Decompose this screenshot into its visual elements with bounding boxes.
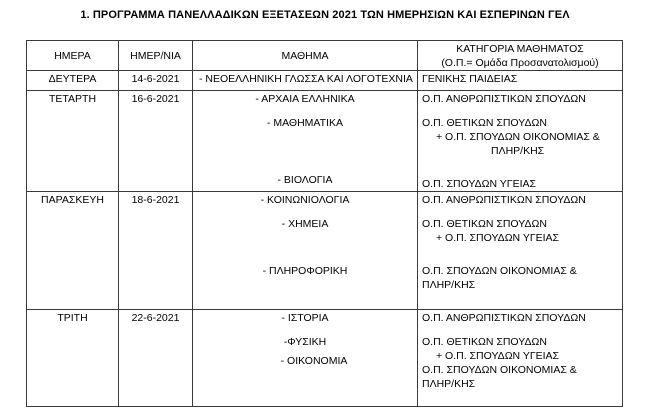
category-item: Ο.Π. ΑΝΘΡΩΠΙΣΤΙΚΩΝ ΣΠΟΥΔΩΝ <box>422 93 586 105</box>
spacer <box>422 106 622 116</box>
subject-cell <box>193 91 418 192</box>
subject-item: - ΙΣΤΟΡΙΑ <box>281 312 329 324</box>
subject-item: -ΦΥΣΙΚΗ <box>283 336 327 348</box>
header-category <box>418 41 623 71</box>
category-item: Ο.Π. ΘΕΤΙΚΩΝ ΣΠΟΥΔΩΝ <box>422 218 547 230</box>
category-item: Ο.Π. ΣΠΟΥΔΩΝ ΥΓΕΙΑΣ <box>422 178 537 190</box>
exam-schedule-table <box>26 40 623 407</box>
category-item: Ο.Π. ΑΝΘΡΩΠΙΣΤΙΚΩΝ ΣΠΟΥΔΩΝ <box>422 312 586 324</box>
day-cell: ΤΡΙΤΗ <box>27 310 119 407</box>
header-category-title: ΚΑΤΗΓΟΡΙΑ ΜΑΘΗΜΑΤΟΣ <box>456 42 584 55</box>
spacer <box>422 158 622 177</box>
spacer <box>193 325 417 335</box>
category-item: + Ο.Π. ΣΠΟΥΔΩΝ ΟΙΚΟΝΟΜΙΑΣ & <box>436 131 600 143</box>
day-cell: ΤΕΤΑΡΤΗ <box>27 91 119 192</box>
spacer <box>193 207 417 217</box>
subject-item: - ΟΙΚΟΝΟΜΙΑ <box>280 355 348 367</box>
category-item: ΠΛΗΡ/ΚΗΣ <box>491 145 545 157</box>
date-cell: 16-6-2021 <box>119 91 193 192</box>
subject-item: - ΑΡΧΑΙΑ ΕΛΛΗΝΙΚΑ <box>255 93 355 105</box>
spacer <box>193 245 417 264</box>
subject-item: - ΒΙΟΛΟΓΙΑ <box>277 174 333 186</box>
category-item: Ο.Π. ΣΠΟΥΔΩΝ ΟΙΚΟΝΟΜΙΑΣ & <box>422 364 577 376</box>
subject-cell <box>193 192 418 310</box>
header-row <box>27 41 623 71</box>
subject-item: - ΜΑΘΗΜΑΤΙΚΑ <box>266 117 343 129</box>
date-cell: 18-6-2021 <box>119 192 193 310</box>
day-cell: ΔΕΥΤΕΡΑ <box>27 71 119 91</box>
category-item: + Ο.Π. ΣΠΟΥΔΩΝ ΥΓΕΙΑΣ <box>436 350 560 362</box>
spacer <box>193 154 417 173</box>
subject-cell <box>193 71 418 91</box>
spacer <box>422 245 622 264</box>
category-cell <box>418 71 623 91</box>
spacer <box>422 207 622 217</box>
spacer <box>193 106 417 116</box>
subject-item: - ΧΗΜΕΙΑ <box>281 218 329 230</box>
table-row <box>27 71 623 91</box>
category-item: ΠΛΗΡ/ΚΗΣ <box>422 279 476 291</box>
category-item: Ο.Π. ΘΕΤΙΚΩΝ ΣΠΟΥΔΩΝ <box>422 336 547 348</box>
subject-cell <box>193 310 418 407</box>
category-item: + Ο.Π. ΣΠΟΥΔΩΝ ΥΓΕΙΑΣ <box>436 232 560 244</box>
spacer <box>193 140 417 154</box>
category-item: Ο.Π. ΘΕΤΙΚΩΝ ΣΠΟΥΔΩΝ <box>422 117 547 129</box>
day-cell: ΠΑΡΑΣΚΕΥΗ <box>27 192 119 310</box>
table-row <box>27 91 623 192</box>
spacer <box>193 130 417 140</box>
category-item: Ο.Π. ΑΝΘΡΩΠΙΣΤΙΚΩΝ ΣΠΟΥΔΩΝ <box>422 194 586 206</box>
category-cell <box>418 192 623 310</box>
category-item: ΓΕΝΙΚΗΣ ΠΑΙΔΕΙΑΣ <box>422 73 518 85</box>
category-cell <box>418 91 623 192</box>
header-date: ΗΜΕΡ/ΝΙΑ <box>119 41 193 71</box>
spacer <box>422 325 622 335</box>
category-item: ΠΛΗΡ/ΚΗΣ <box>422 378 476 390</box>
date-cell: 14-6-2021 <box>119 71 193 91</box>
spacer <box>193 231 417 245</box>
header-category-note: (Ο.Π.= Ομάδα Προσανατολισμού) <box>441 56 599 69</box>
table-row <box>27 192 623 310</box>
header-day: ΗΜΕΡΑ <box>27 41 119 71</box>
document-title: 1. ΠΡΟΓΡΑΜΜΑ ΠΑΝΕΛΛΑΔΙΚΩΝ ΕΞΕΤΑΣΕΩΝ 2021 ΤΩΝ ΗΜΕΡΗΣΙΩΝ ΚΑΙ ΕΣΠΕΡΙΝΩΝ ΓΕΛ <box>80 9 570 21</box>
subject-item: - ΝΕΟΕΛΛΗΝΙΚΗ ΓΛΩΣΣΑ ΚΑΙ ΛΟΓΟΤΕΧΝΙΑ <box>199 73 413 85</box>
date-cell: 22-6-2021 <box>119 310 193 407</box>
table-row <box>27 310 623 407</box>
subject-item: - ΠΛΗΡΟΦΟΡΙΚΗ <box>262 265 348 277</box>
category-item: Ο.Π. ΣΠΟΥΔΩΝ ΟΙΚΟΝΟΜΙΑΣ & <box>422 265 577 277</box>
subject-item: - ΚΟΙΝΩΝΙΟΛΟΓΙΑ <box>260 194 350 206</box>
category-cell <box>418 310 623 407</box>
header-subject: ΜΑΘΗΜΑ <box>193 41 418 71</box>
